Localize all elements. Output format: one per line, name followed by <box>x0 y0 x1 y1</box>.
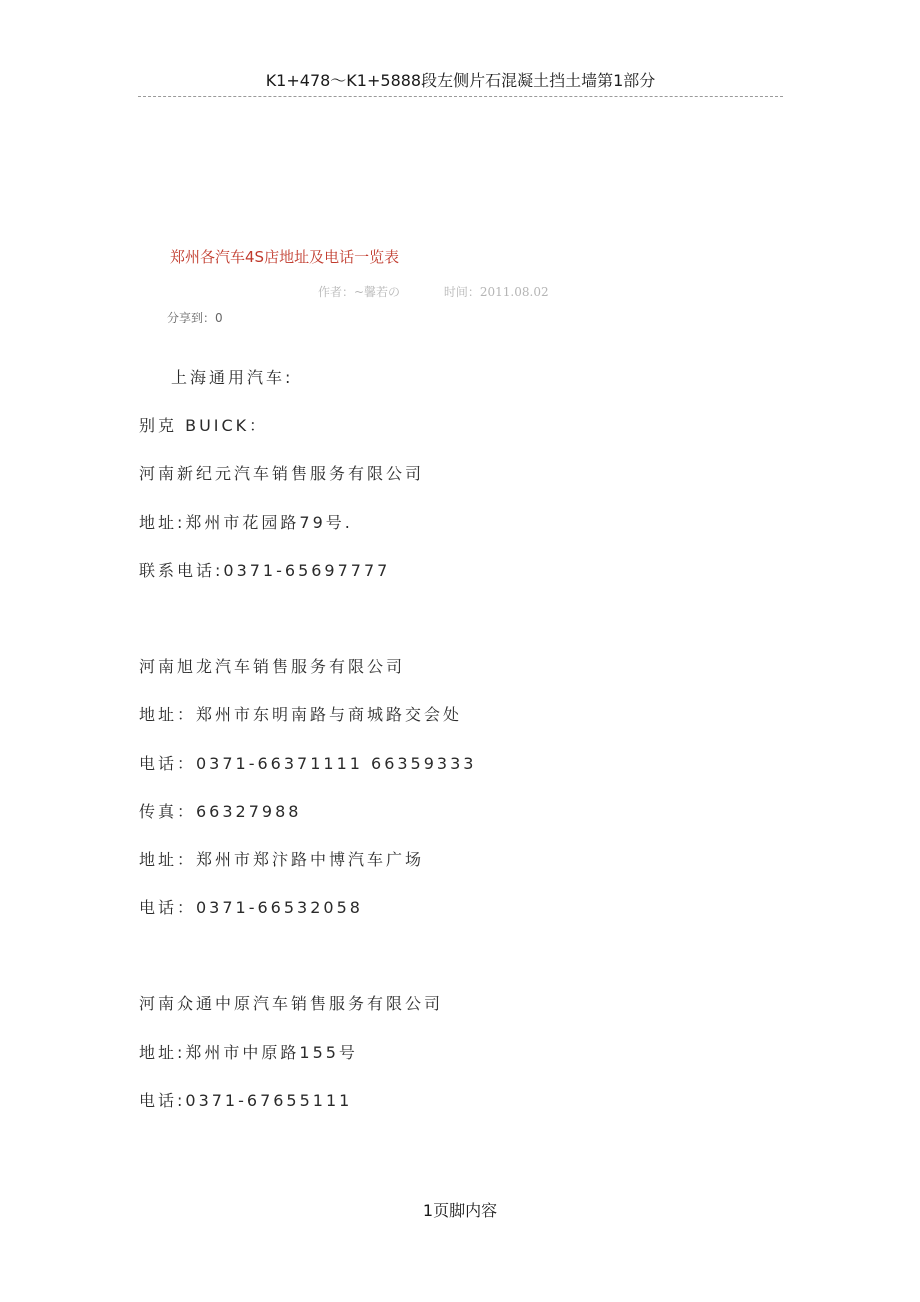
dealer-fax: 传真：66327988 <box>139 802 302 821</box>
share-count[interactable]: 分享到：0 <box>167 311 223 325</box>
dealer-phone: 联系电话:0371-65697777 <box>139 561 391 580</box>
dealer-address: 地址：郑州市东明南路与商城路交会处 <box>139 705 463 724</box>
dealer-phone-secondary: 电话：0371-66532058 <box>139 898 363 917</box>
dealer-name: 河南旭龙汽车销售服务有限公司 <box>139 657 406 676</box>
article-time: 时间：2011.08.02 <box>443 285 549 299</box>
dealer-name: 河南众通中原汽车销售服务有限公司 <box>139 994 444 1013</box>
brand-name: 别克 BUICK： <box>139 416 269 435</box>
dealer-phone: 电话：0371-66371111 66359333 <box>139 754 477 773</box>
section-heading: 上海通用汽车: <box>171 368 294 387</box>
page-header-text: K1+478～K1+5888段左侧片石混凝土挡土墙第1部分 <box>265 71 656 90</box>
dealer-address: 地址:郑州市花园路79号. <box>139 513 353 532</box>
dealer-address-secondary: 地址：郑州市郑汴路中博汽车广场 <box>139 850 425 869</box>
dealer-name: 河南新纪元汽车销售服务有限公司 <box>139 464 425 483</box>
article-title[interactable]: 郑州各汽车4S店地址及电话一览表 <box>170 248 400 266</box>
page-footer: 1页脚内容 <box>422 1201 498 1220</box>
page-header <box>138 70 783 97</box>
article-author: 作者：~馨若の <box>318 285 401 299</box>
dealer-address: 地址:郑州市中原路155号 <box>139 1043 358 1062</box>
article-meta <box>318 284 549 300</box>
dealer-phone: 电话:0371-67655111 <box>139 1091 353 1110</box>
